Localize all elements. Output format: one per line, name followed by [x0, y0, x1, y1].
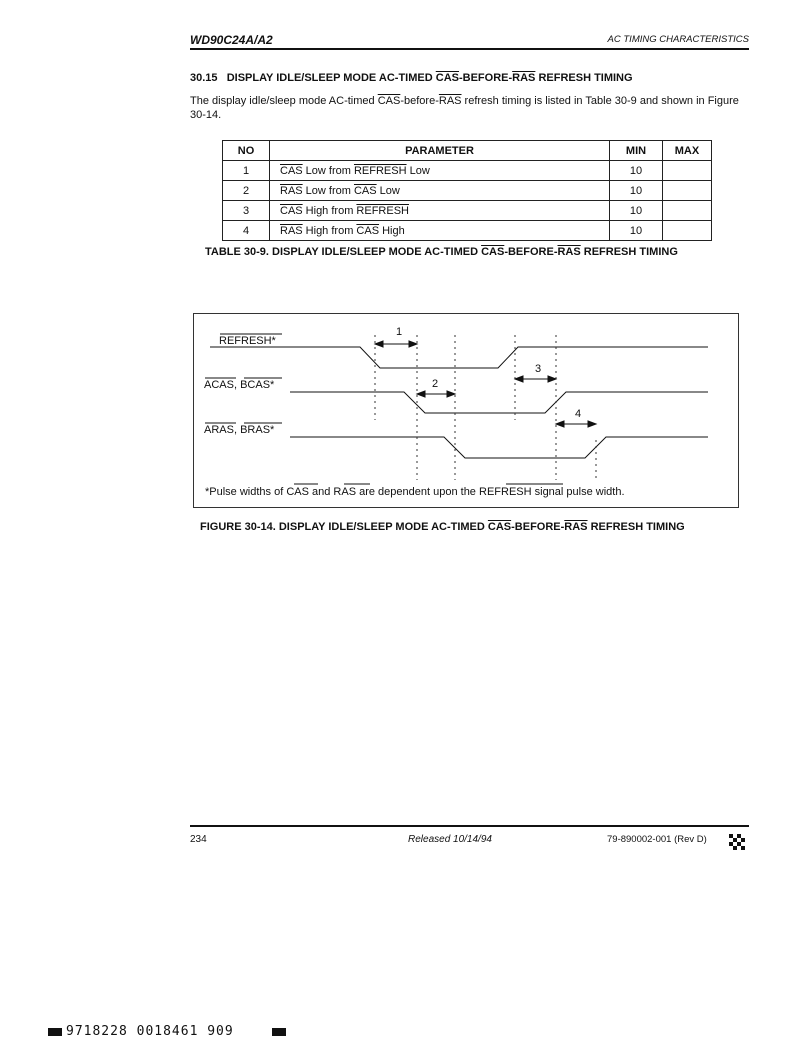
intro-mid: -before- — [400, 95, 439, 107]
header-min: MIN — [610, 141, 663, 161]
param-edge: High — [379, 224, 405, 237]
param-signal: $\overline{RAS}$ — [280, 184, 303, 197]
refresh-waveform — [210, 347, 708, 368]
table-caption-pre: TABLE 30-9. DISPLAY IDLE/SLEEP MODE AC-TIMED — [205, 246, 482, 258]
label-separator: , — [233, 424, 241, 436]
table-caption-post: REFRESH TIMING — [580, 246, 678, 258]
refresh-signal-label: REFRESH* — [219, 335, 276, 347]
arrow-2-left-head — [417, 391, 425, 397]
ras-waveform — [290, 437, 708, 458]
cas-signal-label — [204, 379, 274, 391]
param-signal: $\overline{CAS}$ — [280, 164, 303, 177]
section-title-cas: $\overline{CAS}$ — [435, 72, 459, 84]
header-max: MAX — [663, 141, 712, 161]
label-separator: , — [233, 379, 241, 391]
arrow-1-right-head — [409, 341, 417, 347]
param-relation: High from — [302, 204, 357, 217]
param-relation: Low from — [302, 184, 354, 197]
marker-3: 3 — [535, 363, 542, 375]
param-signal: $\overline{RAS}$ — [280, 224, 303, 237]
note-refresh: REFRESH — [479, 486, 532, 498]
intro-cas: $\overline{CAS}$ — [377, 95, 401, 107]
row-min: 10 — [610, 201, 663, 221]
arrow-3-right-head — [548, 376, 556, 382]
note-pre: *Pulse widths of — [205, 486, 287, 498]
param-edge: Low — [376, 184, 400, 197]
header-parameter: PARAMETER — [270, 141, 610, 161]
row-no: 1 — [223, 161, 270, 181]
footer-rule — [190, 825, 749, 827]
aras-label: ARAS — [204, 424, 234, 436]
intro-ras: $\overline{RAS}$ — [438, 95, 462, 107]
section-number: 30.15 — [190, 72, 218, 84]
arrow-4-left-head — [556, 421, 564, 427]
note-mid: are dependent upon the — [356, 486, 479, 498]
section-title-text: DISPLAY IDLE/SLEEP MODE AC-TIMED — [226, 72, 436, 84]
arrow-2-right-head — [447, 391, 455, 397]
table-caption-cas: $\overline{CAS}$ — [481, 246, 505, 258]
row-min: 10 — [610, 221, 663, 241]
figure-caption-ras: $\overline{RAS}$ — [564, 521, 588, 533]
row-no: 4 — [223, 221, 270, 241]
arrow-3-left-head — [515, 376, 523, 382]
marker-4: 4 — [575, 408, 582, 420]
param-relation: High from — [302, 224, 357, 237]
page-number: 234 — [190, 834, 207, 845]
figure-caption-post: REFRESH TIMING — [587, 521, 685, 533]
wd-logo-icon — [729, 834, 745, 850]
param-reference: $\overline{CAS}$ — [356, 224, 380, 237]
marker-2: 2 — [432, 378, 439, 390]
section-title-mid: -BEFORE- — [458, 72, 513, 84]
note-ras: RAS — [333, 486, 357, 498]
row-min: 10 — [610, 161, 663, 181]
marker-1: 1 — [396, 326, 403, 338]
param-signal: $\overline{CAS}$ — [280, 204, 303, 217]
param-relation: Low from — [302, 164, 354, 177]
row-no: 2 — [223, 181, 270, 201]
cas-waveform — [290, 392, 708, 413]
note-cas: CAS — [286, 486, 309, 498]
param-reference: $\overline{CAS}$ — [353, 184, 377, 197]
intro-post: refresh timing is listed in Table 30-9 and shown in Figure 30-14. — [190, 95, 739, 121]
note-and: and — [308, 486, 334, 498]
header-no: NO — [223, 141, 270, 161]
release-date: Released 10/14/94 — [408, 834, 492, 845]
section-title-post: REFRESH TIMING — [535, 72, 633, 84]
bras-label: BRAS* — [240, 424, 275, 436]
param-reference: REFRESH — [353, 164, 407, 177]
figure-caption — [200, 521, 685, 533]
figure-note — [205, 486, 625, 498]
document-number: 79-890002-001 (Rev D) — [607, 834, 707, 845]
row-min: 10 — [610, 181, 663, 201]
ras-signal-label — [204, 424, 274, 436]
figure-caption-pre: FIGURE 30-14. DISPLAY IDLE/SLEEP MODE AC-TIMED — [200, 521, 488, 533]
row-no: 3 — [223, 201, 270, 221]
document-id: WD90C24A/A2 — [190, 33, 273, 47]
figure-caption-mid: -BEFORE- — [511, 521, 565, 533]
barcode-left-block — [48, 1028, 62, 1036]
section-name: AC TIMING CHARACTERISTICS — [607, 34, 749, 45]
acas-label: ACAS — [204, 379, 234, 391]
barcode-right-block — [272, 1028, 286, 1036]
intro-pre: The display idle/sleep mode AC-timed — [190, 95, 378, 107]
note-post: signal pulse width. — [531, 486, 625, 498]
barcode-text: 9718228 0018461 909 — [66, 1024, 234, 1039]
arrow-4-right-head — [588, 421, 596, 427]
figure-caption-cas: $\overline{CAS}$ — [487, 521, 512, 533]
table-caption-mid: -BEFORE- — [504, 246, 558, 258]
table-caption-ras: $\overline{RAS}$ — [557, 246, 581, 258]
arrow-1-left-head — [375, 341, 383, 347]
bcas-label: BCAS* — [240, 379, 275, 391]
section-title-ras: $\overline{RAS}$ — [512, 72, 536, 84]
param-edge: Low — [406, 164, 430, 177]
param-reference: REFRESH — [356, 204, 409, 217]
